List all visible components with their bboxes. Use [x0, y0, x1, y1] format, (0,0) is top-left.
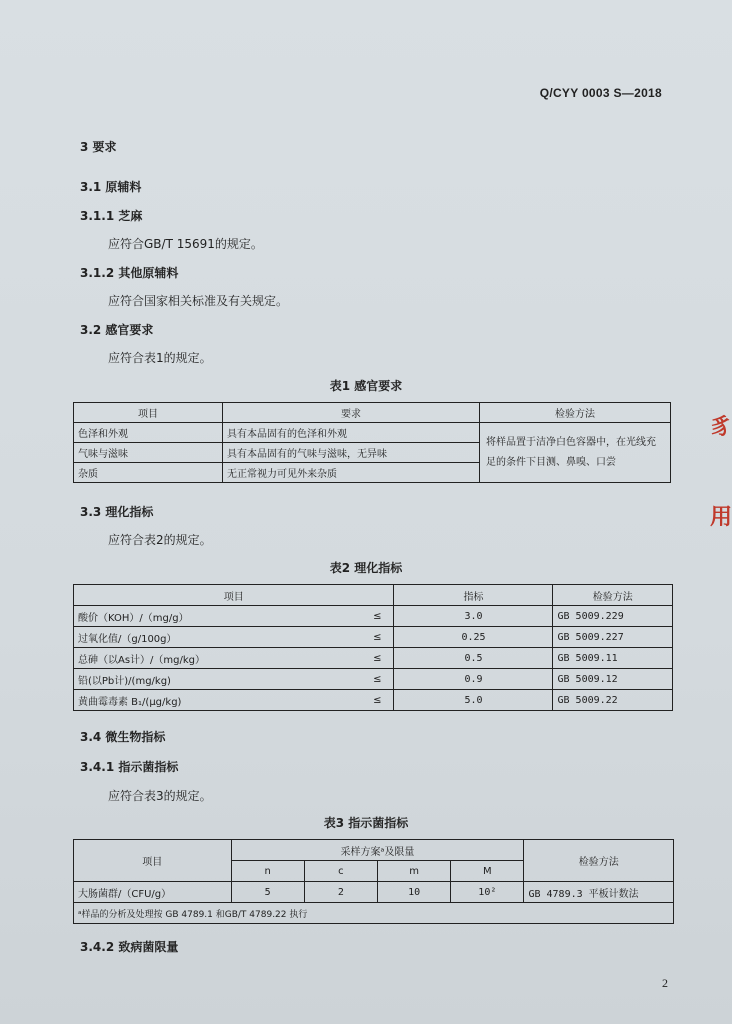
table1-header-method: 检验方法 — [480, 403, 671, 423]
table2-caption: 表2 理化指标 — [329, 561, 403, 575]
section-3-3-text: 应符合表2的规定。 — [108, 533, 212, 547]
table2-cell: 铅(以Pb计)/(mg/kg) — [74, 669, 283, 690]
section-3-1-1-text: 应符合GB/T 15691的规定。 — [108, 237, 263, 251]
table3-indicator-bacteria — [73, 839, 674, 924]
table2-physicochemical — [73, 584, 673, 711]
table2-cell: 总砷（以As计）/（mg/kg） — [74, 648, 283, 669]
table1-cell: 无正常视力可见外来杂质 — [223, 463, 480, 483]
section-3-4-heading: 3.4 微生物指标 — [80, 730, 166, 744]
table2-cell: 酸价（KOH）/（mg/g） — [74, 606, 283, 627]
table2-header-index: 指标 — [394, 585, 553, 606]
section-3-2-text: 应符合表1的规定。 — [108, 351, 212, 365]
section-3-2-heading: 3.2 感官要求 — [80, 323, 154, 337]
table2-cell: 5.0 — [394, 690, 553, 711]
table2-cell: 3.0 — [394, 606, 553, 627]
section-3-3-heading: 3.3 理化指标 — [80, 505, 154, 519]
table1-header-requirement: 要求 — [223, 403, 480, 423]
table1-method-cell: 将样品置于洁净白色容器中，在光线充足的条件下目测、鼻嗅、口尝 — [480, 423, 671, 483]
section-3-4-1-text: 应符合表3的规定。 — [108, 789, 212, 803]
table3-header-method: 检验方法 — [524, 840, 674, 882]
table3-cell: 5 — [231, 882, 304, 903]
table3-cell: 2 — [304, 882, 377, 903]
table2-cell: 0.9 — [394, 669, 553, 690]
table2-cell: 0.25 — [394, 627, 553, 648]
table2-cell: ≤ — [282, 606, 394, 627]
table2-cell: GB 5009.12 — [553, 669, 673, 690]
table3-cell: 10 — [377, 882, 450, 903]
table2-header-method: 检验方法 — [553, 585, 673, 606]
table2-cell: 黄曲霉毒素 B₁/(μg/kg) — [74, 690, 283, 711]
red-stamp-fragment: 用 — [710, 505, 732, 530]
section-3-1-heading: 3.1 原辅料 — [80, 180, 142, 194]
table2-cell: 过氧化值/（g/100g） — [74, 627, 283, 648]
table2-cell: ≤ — [282, 669, 394, 690]
table3-caption: 表3 指示菌指标 — [323, 816, 409, 830]
standard-code: Q/CYY 0003 S—2018 — [539, 86, 662, 100]
section-3-4-1-heading: 3.4.1 指示菌指标 — [80, 760, 179, 774]
table1-cell: 杂质 — [74, 463, 223, 483]
red-stamp-fragment: 豸 — [710, 415, 732, 440]
section-3-1-2-text: 应符合国家相关标准及有关规定。 — [108, 294, 289, 308]
table2-cell: GB 5009.22 — [553, 690, 673, 711]
table3-footnote: ᵃ样品的分析及处理按 GB 4789.1 和GB/T 4789.22 执行 — [74, 903, 674, 924]
table2-cell: GB 5009.11 — [553, 648, 673, 669]
section-3-1-2-heading: 3.1.2 其他原辅料 — [80, 266, 179, 280]
table1-cell: 具有本品固有的气味与滋味，无异味 — [223, 443, 480, 463]
table2-cell: GB 5009.227 — [553, 627, 673, 648]
page-number: 2 — [662, 976, 668, 990]
table3-cell: 大肠菌群/（CFU/g） — [74, 882, 232, 903]
section-3-heading: 3 要求 — [80, 140, 117, 154]
table1-cell: 具有本品固有的色泽和外观 — [223, 423, 480, 443]
table3-sub-n: n — [231, 861, 304, 882]
table1-cell: 气味与滋味 — [74, 443, 223, 463]
table1-caption: 表1 感官要求 — [329, 379, 403, 393]
table3-sub-c: c — [304, 861, 377, 882]
table2-cell: 0.5 — [394, 648, 553, 669]
table3-header-item: 项目 — [74, 840, 232, 882]
table2-cell: GB 5009.229 — [553, 606, 673, 627]
table3-header-plan: 采样方案ᵃ及限量 — [231, 840, 524, 861]
section-3-4-2-heading: 3.4.2 致病菌限量 — [80, 940, 179, 954]
table1-header-item: 项目 — [74, 403, 223, 423]
table3-sub-m: m — [377, 861, 450, 882]
table3-sub-M: M — [451, 861, 524, 882]
table2-cell: ≤ — [282, 627, 394, 648]
table2-cell: ≤ — [282, 648, 394, 669]
table3-cell: GB 4789.3 平板计数法 — [524, 882, 674, 903]
table3-cell: 10² — [451, 882, 524, 903]
table2-cell: ≤ — [282, 690, 394, 711]
table1-cell: 色泽和外观 — [74, 423, 223, 443]
table1-sensory — [73, 402, 671, 483]
section-3-1-1-heading: 3.1.1 芝麻 — [80, 209, 143, 223]
table2-header-item: 项目 — [74, 585, 394, 606]
